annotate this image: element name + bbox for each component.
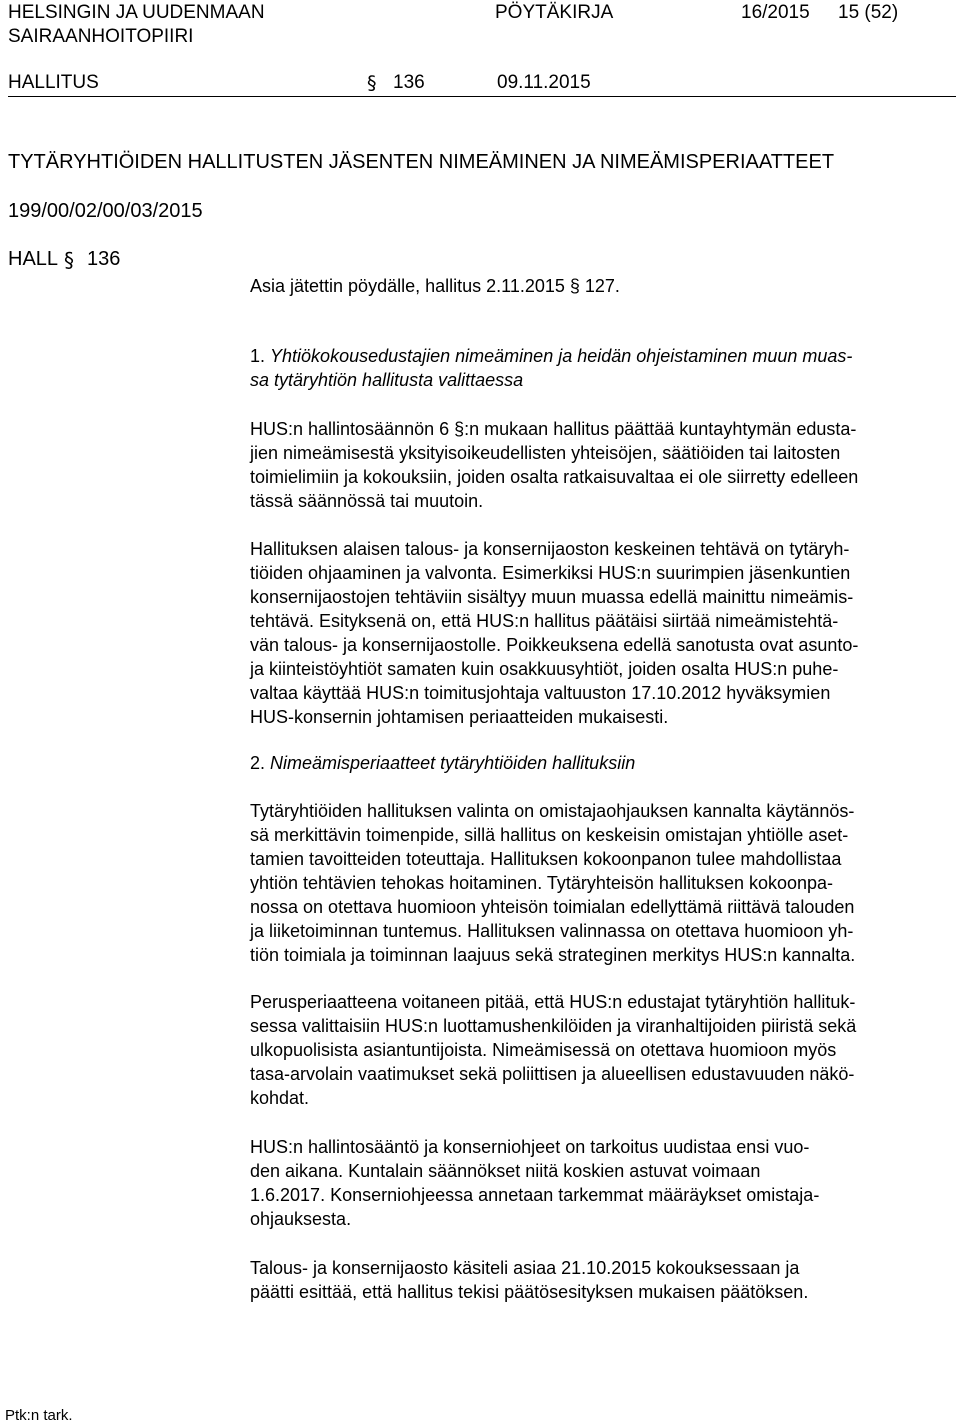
section-2-paragraph-1 <box>250 799 956 967</box>
paragraph-line: nossa on otettava huomioon yhteisön toimialan edellyttämä riittävä talouden <box>250 897 855 917</box>
paragraph-line: päätti esittää, että hallitus tekisi päätösesityksen mukaisen päätöksen. <box>250 1282 809 1302</box>
paragraph-line: tamien tavoitteiden toteuttaja. Hallituksen kokoonpanon tulee mahdollistaa <box>250 849 842 869</box>
paragraph-line: ohjauksesta. <box>250 1209 352 1229</box>
paragraph-line: HUS:n hallintosäännön 6 §:n mukaan hallitus päättää kuntayhtymän edusta- <box>250 419 857 439</box>
paragraph-line: jien nimeämisestä yksityisoikeudellisten yhteisöjen, säätiöiden tai laitosten <box>250 443 841 463</box>
paragraph-line: tiön toimiala ja toiminnan laajuus sekä strateginen merkitys HUS:n kannalta. <box>250 945 856 965</box>
paragraph-line: ulkopuolisista asiantuntijoista. Nimeämisessä on otettava huomioon myös <box>250 1040 837 1060</box>
meeting-date: 09.11.2015 <box>497 72 591 93</box>
paragraph-line: ja kiinteistöyhtiöt samaten kuin osakkuusyhtiöt, joiden osalta HUS:n puhe- <box>250 659 839 679</box>
section-1-heading-line: sa tytäryhtiön hallitusta valittaessa <box>250 370 524 390</box>
section-symbol: § <box>367 72 377 94</box>
section-number: 136 <box>393 72 425 93</box>
paragraph-line: sä merkittävin toimenpide, sillä hallitus on keskeisin omistajan yhtiölle aset- <box>250 825 849 845</box>
paragraph-line: toimielimiin ja kokouksiin, joiden osalta ratkaisuvaltaa ei ole siirretty edelleen <box>250 467 859 487</box>
paragraph-line: tiöiden ohjaaminen ja valvonta. Esimerkiksi HUS:n suurimpien jäsenkuntien <box>250 563 851 583</box>
tabled-note: Asia jätettin pöydälle, hallitus 2.11.2015 § 127. <box>250 276 620 296</box>
footer-reviewer-note: Ptk:n tark. <box>5 1407 73 1424</box>
reference-number: 136 <box>87 248 121 270</box>
paragraph-line: tehtävä. Esityksenä on, että HUS:n hallitus päätäisi siirtää nimeämistehtä- <box>250 611 839 631</box>
paragraph-line: Talous- ja konsernijaosto käsiteli asiaa 21.10.2015 kokouksessaan ja <box>250 1258 800 1278</box>
record-number: 199/00/02/00/03/2015 <box>8 200 203 222</box>
paragraph-line: valtaa käyttää HUS:n toimitusjohtaja valtuuston 17.10.2012 hyväksymien <box>250 683 831 703</box>
document-number: 16/2015 <box>741 2 810 23</box>
reference-body: HALL <box>8 248 59 270</box>
body-name: HALLITUS <box>8 72 99 93</box>
document-type: PÖYTÄKIRJA <box>495 2 614 23</box>
paragraph-line: HUS:n hallintosääntö ja konserniohjeet on tarkoitus uudistaa ensi vuo- <box>250 1137 810 1157</box>
section-2-paragraph-3 <box>250 1135 956 1231</box>
paragraph-line: Tytäryhtiöiden hallituksen valinta on omistajaohjauksen kannalta käytännös- <box>250 801 855 821</box>
section-2-number: 2. <box>250 753 266 773</box>
paragraph-line: tasa-arvolain vaatimukset sekä poliittisen ja alueellisen edustavuuden näkö- <box>250 1064 855 1084</box>
section-2-paragraph-2 <box>250 990 956 1110</box>
section-1-number: 1. <box>250 346 266 366</box>
paragraph-line: tässä säännössä tai muutoin. <box>250 491 484 511</box>
paragraph-line: vän talous- ja konsernijaostolle. Poikkeuksena edellä sanotusta ovat asunto- <box>250 635 859 655</box>
document-title: TYTÄRYHTIÖIDEN HALLITUSTEN JÄSENTEN NIMEÄMINEN JA NIMEÄMISPERIAATTEET <box>8 151 835 173</box>
section-2-heading-line: Nimeämisperiaatteet tytäryhtiöiden hallituksiin <box>270 753 636 773</box>
paragraph-line: konsernijaostojen tehtäviin sisältyy muun muassa edellä mainittu nimeämis- <box>250 587 854 607</box>
paragraph-line: den aikana. Kuntalain säännökset niitä koskien astuvat voimaan <box>250 1161 761 1181</box>
paragraph-line: HUS-konsernin johtamisen periaatteiden mukaisesti. <box>250 707 669 727</box>
paragraph-line: 1.6.2017. Konserniohjeessa annetaan tarkemmat määräykset omistaja- <box>250 1185 820 1205</box>
paragraph-line: Hallituksen alaisen talous- ja konsernijaoston keskeinen tehtävä on tytäryh- <box>250 539 850 559</box>
paragraph-line: sessa valittaisiin HUS:n luottamushenkilöiden ja viranhaltijoiden piiristä sekä <box>250 1016 857 1036</box>
organization-name-line-1: HELSINGIN JA UUDENMAAN <box>8 2 265 23</box>
section-2-heading <box>250 751 956 775</box>
paragraph-line: ja liiketoiminnan tuntemus. Hallituksen valinnassa on otettava huomioon yh- <box>250 921 854 941</box>
reference-section-symbol: § <box>64 248 74 272</box>
paragraph-line: Perusperiaatteena voitaneen pitää, että HUS:n edustajat tytäryhtiön hallituk- <box>250 992 856 1012</box>
paragraph-line: kohdat. <box>250 1088 310 1108</box>
header-divider <box>8 96 956 97</box>
section-1-heading-line: Yhtiökokousedustajien nimeäminen ja heidän ohjeistaminen muun muas- <box>270 346 853 366</box>
page-indicator: 15 (52) <box>838 2 899 23</box>
organization-name-line-2: SAIRAANHOITOPIIRI <box>8 26 194 47</box>
section-1-heading <box>250 344 956 392</box>
section-1-paragraph-2 <box>250 537 956 729</box>
section-2-paragraph-4 <box>250 1256 956 1304</box>
section-1-paragraph-1 <box>250 417 956 513</box>
paragraph-line: yhtiön tehtävien tehokas hoitaminen. Tytäryhteisön hallituksen kokoonpa- <box>250 873 834 893</box>
